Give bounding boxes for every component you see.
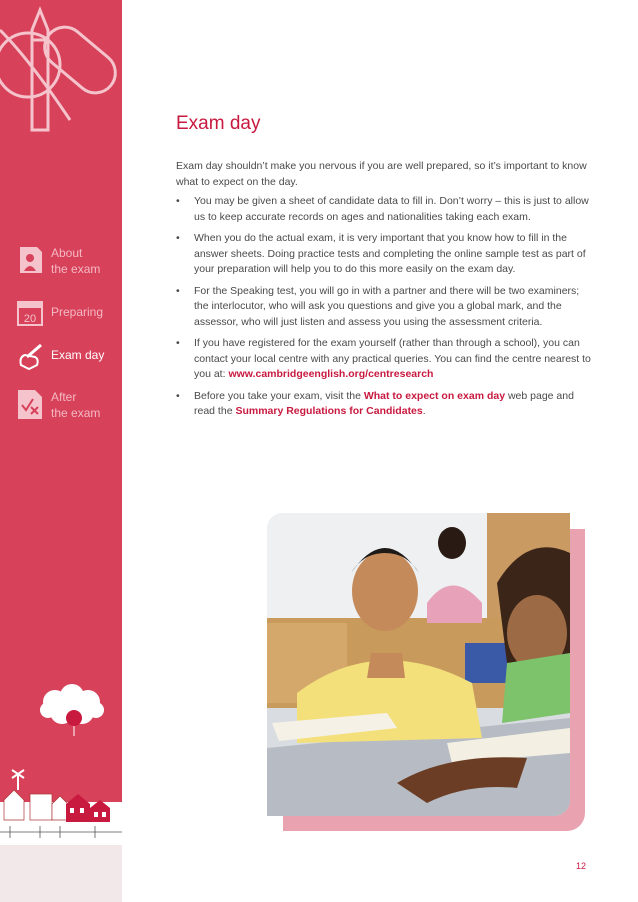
bullet-list (176, 194, 596, 426)
classroom-photo-image (267, 513, 570, 816)
list-item (176, 389, 596, 420)
about-exam-icon (17, 245, 43, 275)
intro-paragraph: Exam day shouldn’t make you nervous if you are well prepared, so it’s important to know what to expect on the day. (176, 160, 587, 188)
svg-text:20: 20 (23, 313, 37, 325)
nav-label: About the exam (51, 246, 101, 276)
page-title: Exam day (176, 113, 261, 134)
result-document-icon (17, 389, 43, 419)
page-number: 12 (576, 861, 587, 871)
what-to-expect-link[interactable]: What to expect on exam day (363, 389, 506, 402)
nav-label: Exam day (51, 348, 105, 362)
sidebar-footer-band (0, 845, 122, 902)
list-item: • When you do the actual exam, it is very important that you know how to fill in the answer sheets. Doing practice tests and completing the online sample test as part of your preparation will help you to do this more easily on the exam day. (176, 231, 596, 278)
pencil-logo-icon (0, 0, 122, 140)
bullet-text: web page and read the (194, 389, 574, 417)
nav-exam-day[interactable] (0, 343, 122, 371)
summary-regulations-link[interactable]: Summary Regulations for Candidates (235, 405, 423, 417)
pencil-hand-icon (17, 343, 43, 373)
list-item (176, 336, 596, 383)
bullet-text: . (422, 405, 426, 417)
bullet-text: Before you take your exam, visit the (194, 389, 364, 402)
classroom-photo (267, 513, 587, 833)
centre-search-link[interactable]: www.cambridgeenglish.org/centresearch (228, 368, 434, 380)
nav-preparing[interactable] (0, 297, 122, 327)
nav-label: After the exam (51, 390, 101, 420)
town-illustration (0, 760, 122, 845)
calendar-icon (17, 297, 43, 327)
nav-label: Preparing (51, 305, 104, 319)
nav-about-the-exam[interactable] (0, 245, 122, 279)
sidebar (0, 0, 122, 845)
nav-after-the-exam[interactable] (0, 389, 122, 423)
balloon-illustration (0, 680, 122, 740)
bullet-text: If you have registered for the exam yourself (rather than through a school), you can contact your local centre with any practical queries. You can find the centre nearest to you at: (194, 337, 591, 380)
list-item: • For the Speaking test, you will go in with a partner and there will be two examiners; the interlocutor, who will ask you questions and give you a global mark, and the assessor, who will just listen and assess you using the assessment criteria. (176, 284, 596, 331)
list-item: • You may be given a sheet of candidate data to fill in. Don’t worry – this is just to allow us to keep accurate records on ages and nationalities taking each exam. (176, 194, 596, 225)
